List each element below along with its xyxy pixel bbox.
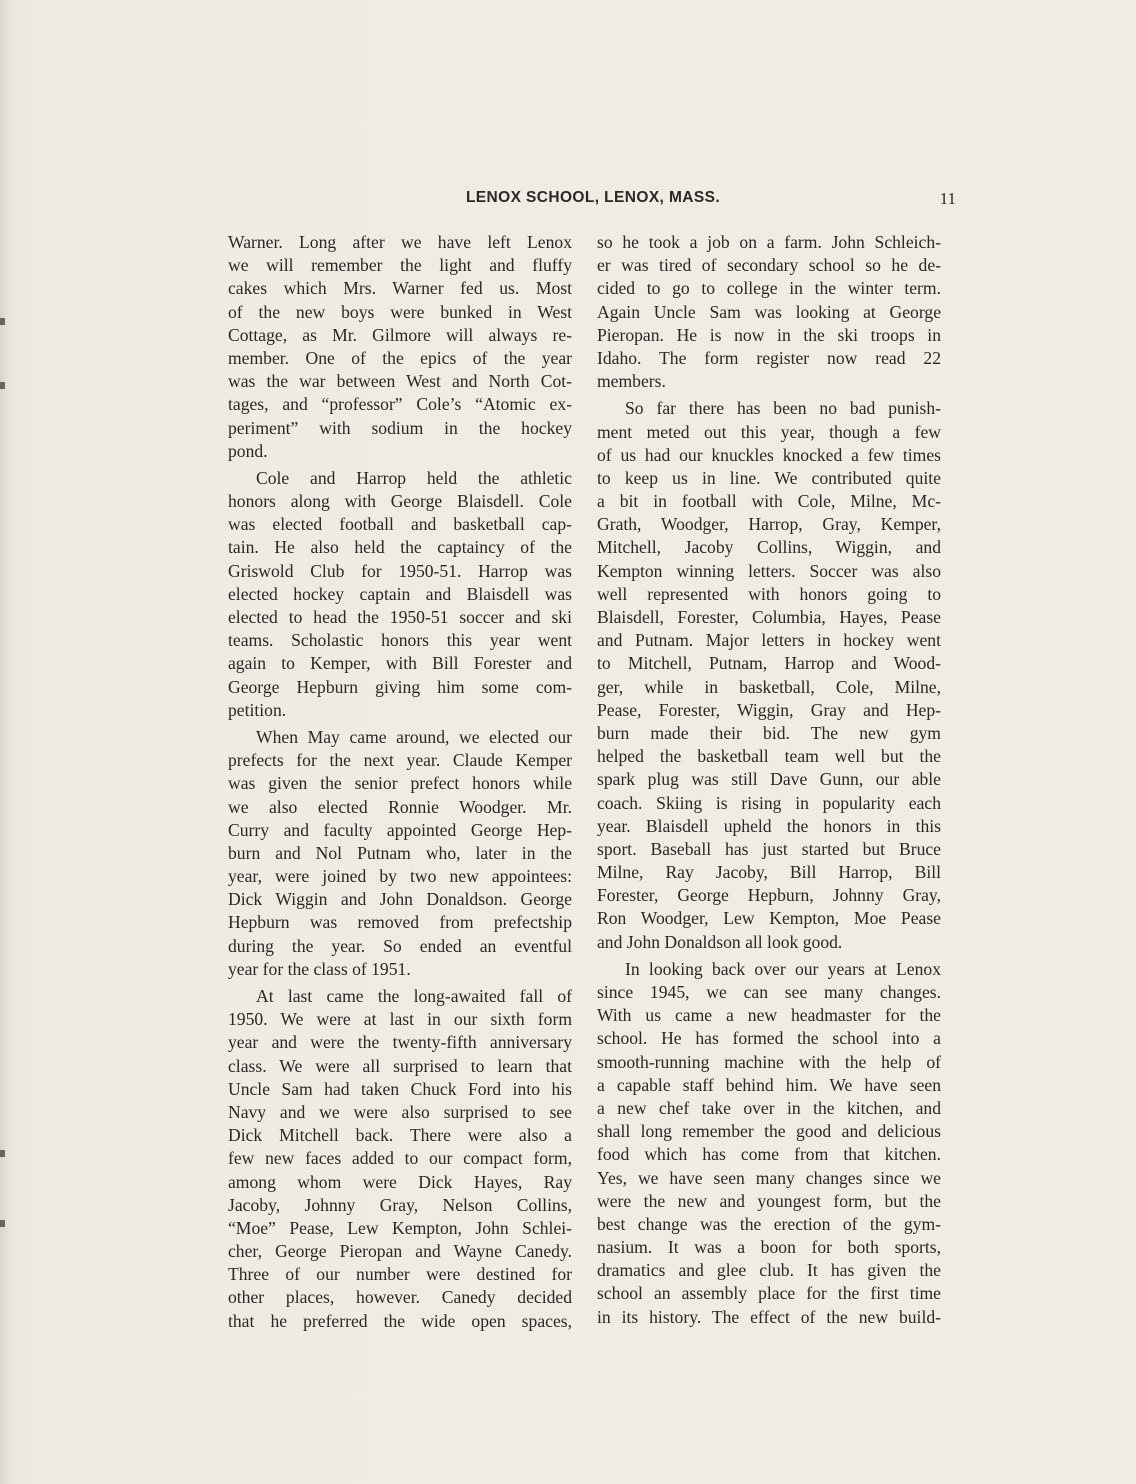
page-header [230, 189, 956, 213]
text-line: Yes, we have seen many changes since we [597, 1167, 941, 1188]
text-line: At last came the long-awaited fall of [256, 986, 572, 1006]
text-line: year, were joined by two new appointees: [228, 866, 572, 887]
text-line: year for the class of 1951. [228, 958, 411, 979]
text-line: burn and Nol Putnam who, later in the [228, 842, 572, 863]
text-line: nasium. It was a boon for both sports, [597, 1237, 941, 1258]
text-line: With us came a new headmaster for the [597, 1005, 941, 1026]
right-column [597, 231, 941, 1329]
text-line: tain. He also held the captaincy of the [228, 537, 572, 558]
text-line: teams. Scholastic honors this year went [228, 630, 572, 651]
binding-mark [0, 1150, 5, 1157]
text-line: of us had our knuckles knocked a few times [597, 444, 941, 465]
left-column [228, 231, 572, 1333]
text-line: smooth-running machine with the help of [597, 1051, 941, 1072]
text-line: Blaisdell, Forester, Columbia, Hayes, Pease [597, 607, 941, 627]
text-line: since 1945, we can see many changes. [597, 982, 941, 1002]
text-line: a new chef take over in the kitchen, and [597, 1097, 941, 1118]
text-line: Grath, Woodger, Harrop, Gray, Kemper, [597, 514, 941, 535]
paragraph [228, 231, 572, 463]
text-line: year. Blaisdell upheld the honors in this [597, 815, 941, 836]
text-line: dramatics and glee club. It has given the [597, 1260, 941, 1281]
text-line: during the year. So ended an eventful [228, 935, 572, 956]
paragraph [597, 958, 941, 1329]
text-line: prefects for the next year. Claude Kemper [228, 750, 572, 771]
text-line: elected to head the 1950-51 soccer and ski [228, 607, 572, 627]
text-line: Warner. Long after we have left Lenox [228, 232, 572, 252]
text-line: Idaho. The form register now read 22 [597, 347, 941, 368]
text-line: Milne, Ray Jacoby, Bill Harrop, Bill [597, 862, 941, 883]
text-line: were the new and youngest form, but the [597, 1190, 941, 1211]
text-line: was given the senior prefect honors while [228, 773, 572, 794]
text-line: year and were the twenty-fifth anniversary [228, 1032, 572, 1053]
text-line: Cole and Harrop held the athletic [256, 467, 572, 488]
text-line: Pease, Forester, Wiggin, Gray and Hep- [597, 699, 941, 720]
text-line: honors along with George Blaisdell. Cole [228, 491, 572, 512]
text-line: pond. [228, 440, 268, 461]
text-line: Dick Mitchell back. There were also a [228, 1125, 572, 1146]
text-line: in its history. The effect of the new build- [597, 1306, 941, 1327]
text-line: Kempton winning letters. Soccer was also [597, 560, 941, 581]
text-line: Hepburn was removed from prefectship [228, 912, 572, 933]
text-line: and John Donaldson all look good. [597, 931, 843, 952]
text-line: cided to go to college in the winter term. [597, 278, 941, 299]
paragraph [228, 467, 572, 722]
text-line: cher, George Pieropan and Wayne Canedy. [228, 1241, 572, 1262]
text-line: school an assembly place for the first time [597, 1283, 941, 1304]
text-line: Pieropan. He is now in the ski troops in [597, 324, 941, 345]
text-line: spark plug was still Dave Gunn, our able [597, 769, 941, 790]
binding-mark [0, 1220, 5, 1227]
text-line: Three of our number were destined for [228, 1264, 572, 1285]
text-line: that he preferred the wide open spaces, [228, 1310, 572, 1331]
text-line: to Mitchell, Putnam, Harrop and Wood- [597, 653, 941, 674]
text-line: Mitchell, Jacoby Collins, Wiggin, and [597, 537, 941, 558]
text-line: “Moe” Pease, Lew Kempton, John Schlei- [228, 1217, 572, 1238]
text-line: er was tired of secondary school so he de- [597, 255, 941, 276]
text-line: member. One of the epics of the year [228, 347, 572, 368]
page-number: 11 [939, 189, 956, 208]
text-line: periment” with sodium in the hockey [228, 417, 572, 438]
paragraph [228, 726, 572, 981]
text-line: class. We were all surprised to learn that [228, 1055, 572, 1076]
text-line: Uncle Sam had taken Chuck Ford into his [228, 1078, 572, 1099]
binding-mark [0, 382, 5, 389]
text-line: helped the basketball team well but the [597, 746, 941, 767]
text-line: a bit in football with Cole, Milne, Mc- [597, 491, 941, 512]
text-line: burn made their bid. The new gym [597, 722, 941, 743]
text-line: petition. [228, 699, 287, 720]
text-line: members. [597, 371, 666, 392]
text-line: sport. Baseball has just started but Bruce [597, 838, 941, 859]
text-line: we will remember the light and fluffy [228, 255, 572, 276]
paragraph [597, 397, 941, 954]
text-line: Cottage, as Mr. Gilmore will always re- [228, 324, 572, 345]
text-line: coach. Skiing is rising in popularity each [597, 792, 941, 813]
text-line: again to Kemper, with Bill Forester and [228, 653, 572, 674]
text-line: So far there has been no bad punish- [625, 398, 941, 419]
text-line: Jacoby, Johnny Gray, Nelson Collins, [228, 1194, 572, 1215]
text-line: and Putnam. Major letters in hockey went [597, 630, 941, 651]
text-line: a capable staff behind him. We have seen [597, 1074, 941, 1095]
text-line: tages, and “professor” Cole’s “Atomic ex- [228, 394, 572, 415]
text-line: we also elected Ronnie Woodger. Mr. [228, 796, 572, 817]
running-head: LENOX SCHOOL, LENOX, MASS. [465, 189, 721, 206]
paragraph [228, 985, 572, 1333]
text-line: elected hockey captain and Blaisdell was [228, 583, 572, 604]
text-line: cakes which Mrs. Warner fed us. Most [228, 278, 572, 299]
text-line: ment meted out this year, though a few [597, 421, 941, 442]
text-line: well represented with honors going to [597, 583, 941, 604]
text-line: to keep us in line. We contributed quite [597, 467, 941, 488]
text-line: Again Uncle Sam was looking at George [597, 301, 941, 322]
binding-mark [0, 318, 5, 325]
text-line: Griswold Club for 1950-51. Harrop was [228, 560, 572, 581]
text-line: George Hepburn giving him some com- [228, 676, 572, 697]
text-line: Curry and faculty appointed George Hep- [228, 819, 572, 840]
text-line: Forester, George Hepburn, Johnny Gray, [597, 885, 941, 906]
text-line: of the new boys were bunked in West [228, 301, 572, 322]
text-line: was the war between West and North Cot- [228, 371, 572, 392]
text-line: other places, however. Canedy decided [228, 1287, 572, 1308]
text-line: When May came around, we elected our [256, 726, 572, 747]
text-line: among whom were Dick Hayes, Ray [228, 1171, 572, 1192]
text-line: shall long remember the good and delicious [597, 1121, 941, 1142]
text-line: few new faces added to our compact form, [228, 1148, 572, 1169]
text-line: was elected football and basketball cap- [228, 514, 572, 535]
text-line: so he took a job on a farm. John Schleich- [597, 232, 941, 252]
text-line: Navy and we were also surprised to see [228, 1101, 572, 1122]
paragraph [597, 231, 941, 393]
text-line: ger, while in basketball, Cole, Milne, [597, 676, 941, 697]
text-line: school. He has formed the school into a [597, 1028, 941, 1049]
text-line: In looking back over our years at Lenox [625, 958, 941, 979]
text-line: 1950. We were at last in our sixth form [228, 1009, 572, 1030]
text-line: best change was the erection of the gym- [597, 1213, 941, 1234]
text-line: food which has come from that kitchen. [597, 1144, 941, 1165]
text-line: Dick Wiggin and John Donaldson. George [228, 889, 572, 910]
text-line: Ron Woodger, Lew Kempton, Moe Pease [597, 908, 941, 929]
